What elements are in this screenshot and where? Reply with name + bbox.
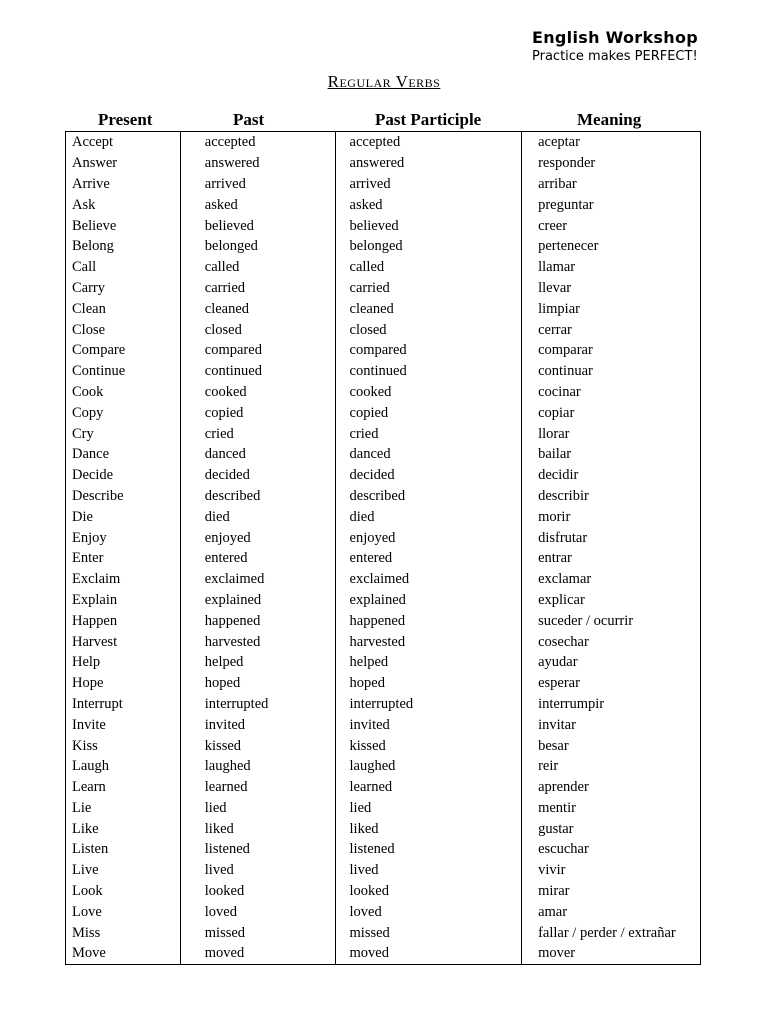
cell-present: Believe (66, 215, 181, 236)
cell-past-participle: entered (335, 548, 522, 569)
header-meaning: Meaning (577, 110, 642, 129)
cell-meaning: continuar (522, 361, 701, 382)
cell-present: Happen (66, 610, 181, 631)
table-row (66, 527, 701, 548)
header-present: Present (98, 110, 153, 129)
table-row (66, 860, 701, 881)
cell-present: Love (66, 901, 181, 922)
cell-present: Kiss (66, 735, 181, 756)
cell-present: Describe (66, 486, 181, 507)
cell-present: Exclaim (66, 569, 181, 590)
cell-past-participle: cried (335, 423, 522, 444)
cell-present: Listen (66, 839, 181, 860)
cell-meaning: mirar (522, 881, 701, 902)
cell-meaning: exclamar (522, 569, 701, 590)
cell-past-participle: enjoyed (335, 527, 522, 548)
cell-present: Arrive (66, 174, 181, 195)
table-row (66, 631, 701, 652)
table-row (66, 194, 701, 215)
cell-past: entered (180, 548, 335, 569)
cell-past: interrupted (180, 694, 335, 715)
cell-meaning: pertenecer (522, 236, 701, 257)
cell-past-participle: closed (335, 319, 522, 340)
cell-meaning: suceder / ocurrir (522, 610, 701, 631)
cell-present: Cry (66, 423, 181, 444)
cell-past-participle: kissed (335, 735, 522, 756)
table-row (66, 486, 701, 507)
cell-meaning: creer (522, 215, 701, 236)
cell-meaning: responder (522, 153, 701, 174)
cell-past-participle: helped (335, 652, 522, 673)
cell-past: carried (180, 278, 335, 299)
cell-past: accepted (180, 132, 335, 153)
cell-present: Miss (66, 922, 181, 943)
cell-past: helped (180, 652, 335, 673)
cell-present: Help (66, 652, 181, 673)
table-row (66, 839, 701, 860)
cell-past-participle: exclaimed (335, 569, 522, 590)
cell-present: Ask (66, 194, 181, 215)
cell-meaning: bailar (522, 444, 701, 465)
cell-past: copied (180, 402, 335, 423)
verbs-table (65, 131, 701, 965)
table-row (66, 777, 701, 798)
table-row (66, 818, 701, 839)
cell-present: Clean (66, 298, 181, 319)
cell-past: kissed (180, 735, 335, 756)
cell-past-participle: interrupted (335, 694, 522, 715)
cell-meaning: disfrutar (522, 527, 701, 548)
cell-present: Hope (66, 673, 181, 694)
cell-past: continued (180, 361, 335, 382)
cell-past-participle: described (335, 486, 522, 507)
cell-past: laughed (180, 756, 335, 777)
table-row (66, 673, 701, 694)
cell-meaning: cosechar (522, 631, 701, 652)
cell-meaning: aceptar (522, 132, 701, 153)
cell-past-participle: decided (335, 465, 522, 486)
cell-present: Harvest (66, 631, 181, 652)
cell-past-participle: cleaned (335, 298, 522, 319)
cell-past: described (180, 486, 335, 507)
cell-meaning: mentir (522, 798, 701, 819)
cell-past-participle: lied (335, 798, 522, 819)
cell-past-participle: answered (335, 153, 522, 174)
table-row (66, 153, 701, 174)
cell-present: Die (66, 506, 181, 527)
table-row (66, 694, 701, 715)
cell-meaning: fallar / perder / extrañar (522, 922, 701, 943)
cell-meaning: llorar (522, 423, 701, 444)
cell-past-participle: looked (335, 881, 522, 902)
cell-past: missed (180, 922, 335, 943)
cell-present: Close (66, 319, 181, 340)
table-row (66, 714, 701, 735)
cell-past: decided (180, 465, 335, 486)
table-row (66, 361, 701, 382)
cell-past-participle: hoped (335, 673, 522, 694)
cell-past-participle: liked (335, 818, 522, 839)
cell-past: looked (180, 881, 335, 902)
cell-meaning: interrumpir (522, 694, 701, 715)
cell-past-participle: compared (335, 340, 522, 361)
cell-past-participle: belonged (335, 236, 522, 257)
cell-past: believed (180, 215, 335, 236)
cell-past-participle: danced (335, 444, 522, 465)
cell-meaning: entrar (522, 548, 701, 569)
table-row (66, 548, 701, 569)
cell-present: Like (66, 818, 181, 839)
cell-past-participle: missed (335, 922, 522, 943)
cell-meaning: describir (522, 486, 701, 507)
cell-meaning: limpiar (522, 298, 701, 319)
cell-past-participle: learned (335, 777, 522, 798)
cell-past-participle: believed (335, 215, 522, 236)
table-row (66, 465, 701, 486)
cell-past: called (180, 257, 335, 278)
cell-meaning: decidir (522, 465, 701, 486)
cell-meaning: escuchar (522, 839, 701, 860)
table-row (66, 319, 701, 340)
cell-meaning: esperar (522, 673, 701, 694)
table-row (66, 423, 701, 444)
cell-past: explained (180, 590, 335, 611)
table-row (66, 236, 701, 257)
cell-meaning: morir (522, 506, 701, 527)
cell-meaning: copiar (522, 402, 701, 423)
cell-past: lived (180, 860, 335, 881)
cell-past: belonged (180, 236, 335, 257)
cell-past: learned (180, 777, 335, 798)
cell-present: Live (66, 860, 181, 881)
cell-meaning: ayudar (522, 652, 701, 673)
brand-title: English Workshop (532, 28, 698, 47)
cell-past-participle: invited (335, 714, 522, 735)
table-row (66, 798, 701, 819)
cell-present: Decide (66, 465, 181, 486)
table-row (66, 215, 701, 236)
cell-past: invited (180, 714, 335, 735)
cell-past: compared (180, 340, 335, 361)
cell-meaning: comparar (522, 340, 701, 361)
table-row (66, 610, 701, 631)
cell-past-participle: copied (335, 402, 522, 423)
brand-subtitle: Practice makes PERFECT! (532, 49, 698, 64)
cell-present: Look (66, 881, 181, 902)
cell-meaning: arribar (522, 174, 701, 195)
cell-past-participle: explained (335, 590, 522, 611)
cell-present: Explain (66, 590, 181, 611)
cell-past: cooked (180, 382, 335, 403)
cell-meaning: gustar (522, 818, 701, 839)
cell-meaning: explicar (522, 590, 701, 611)
cell-past-participle: called (335, 257, 522, 278)
cell-past: arrived (180, 174, 335, 195)
cell-present: Enter (66, 548, 181, 569)
table-row (66, 881, 701, 902)
cell-past-participle: asked (335, 194, 522, 215)
table-row (66, 298, 701, 319)
cell-past: hoped (180, 673, 335, 694)
cell-past: danced (180, 444, 335, 465)
cell-past-participle: died (335, 506, 522, 527)
cell-present: Interrupt (66, 694, 181, 715)
table-row (66, 922, 701, 943)
cell-past-participle: arrived (335, 174, 522, 195)
cell-past: cried (180, 423, 335, 444)
cell-past: happened (180, 610, 335, 631)
cell-past: answered (180, 153, 335, 174)
cell-past: loved (180, 901, 335, 922)
cell-past: harvested (180, 631, 335, 652)
cell-present: Enjoy (66, 527, 181, 548)
verbs-table-body (66, 132, 701, 965)
cell-past: moved (180, 943, 335, 964)
cell-past: exclaimed (180, 569, 335, 590)
table-row (66, 257, 701, 278)
cell-past-participle: lived (335, 860, 522, 881)
cell-meaning: besar (522, 735, 701, 756)
table-row (66, 506, 701, 527)
table-row (66, 901, 701, 922)
cell-past: lied (180, 798, 335, 819)
cell-meaning: amar (522, 901, 701, 922)
cell-meaning: vivir (522, 860, 701, 881)
table-row (66, 590, 701, 611)
document-title: Regular Verbs (327, 72, 441, 91)
cell-past: closed (180, 319, 335, 340)
cell-present: Accept (66, 132, 181, 153)
cell-meaning: invitar (522, 714, 701, 735)
cell-past-participle: harvested (335, 631, 522, 652)
cell-present: Belong (66, 236, 181, 257)
table-row (66, 943, 701, 964)
cell-present: Move (66, 943, 181, 964)
table-row (66, 402, 701, 423)
cell-past-participle: continued (335, 361, 522, 382)
cell-past-participle: accepted (335, 132, 522, 153)
cell-present: Laugh (66, 756, 181, 777)
cell-meaning: llamar (522, 257, 701, 278)
cell-past: listened (180, 839, 335, 860)
cell-past-participle: moved (335, 943, 522, 964)
header-past-participle: Past Participle (375, 110, 482, 129)
table-row (66, 652, 701, 673)
table-row (66, 340, 701, 361)
cell-present: Learn (66, 777, 181, 798)
table-row (66, 174, 701, 195)
cell-past: liked (180, 818, 335, 839)
cell-past-participle: laughed (335, 756, 522, 777)
cell-past: cleaned (180, 298, 335, 319)
cell-past-participle: happened (335, 610, 522, 631)
table-row (66, 278, 701, 299)
cell-present: Answer (66, 153, 181, 174)
cell-meaning: reir (522, 756, 701, 777)
cell-meaning: aprender (522, 777, 701, 798)
cell-present: Lie (66, 798, 181, 819)
cell-meaning: cerrar (522, 319, 701, 340)
cell-present: Compare (66, 340, 181, 361)
cell-present: Dance (66, 444, 181, 465)
cell-meaning: llevar (522, 278, 701, 299)
cell-past: died (180, 506, 335, 527)
cell-present: Carry (66, 278, 181, 299)
table-row (66, 382, 701, 403)
cell-past: enjoyed (180, 527, 335, 548)
table-row (66, 132, 701, 153)
cell-meaning: cocinar (522, 382, 701, 403)
cell-past-participle: listened (335, 839, 522, 860)
brand-block (532, 28, 698, 66)
cell-present: Copy (66, 402, 181, 423)
table-row (66, 569, 701, 590)
cell-present: Cook (66, 382, 181, 403)
cell-meaning: mover (522, 943, 701, 964)
table-row (66, 756, 701, 777)
cell-past: asked (180, 194, 335, 215)
cell-present: Invite (66, 714, 181, 735)
table-row (66, 444, 701, 465)
cell-past-participle: cooked (335, 382, 522, 403)
header-past: Past (233, 110, 265, 129)
table-row (66, 735, 701, 756)
cell-past-participle: carried (335, 278, 522, 299)
cell-past-participle: loved (335, 901, 522, 922)
cell-present: Call (66, 257, 181, 278)
cell-meaning: preguntar (522, 194, 701, 215)
cell-present: Continue (66, 361, 181, 382)
column-headers (65, 110, 701, 132)
